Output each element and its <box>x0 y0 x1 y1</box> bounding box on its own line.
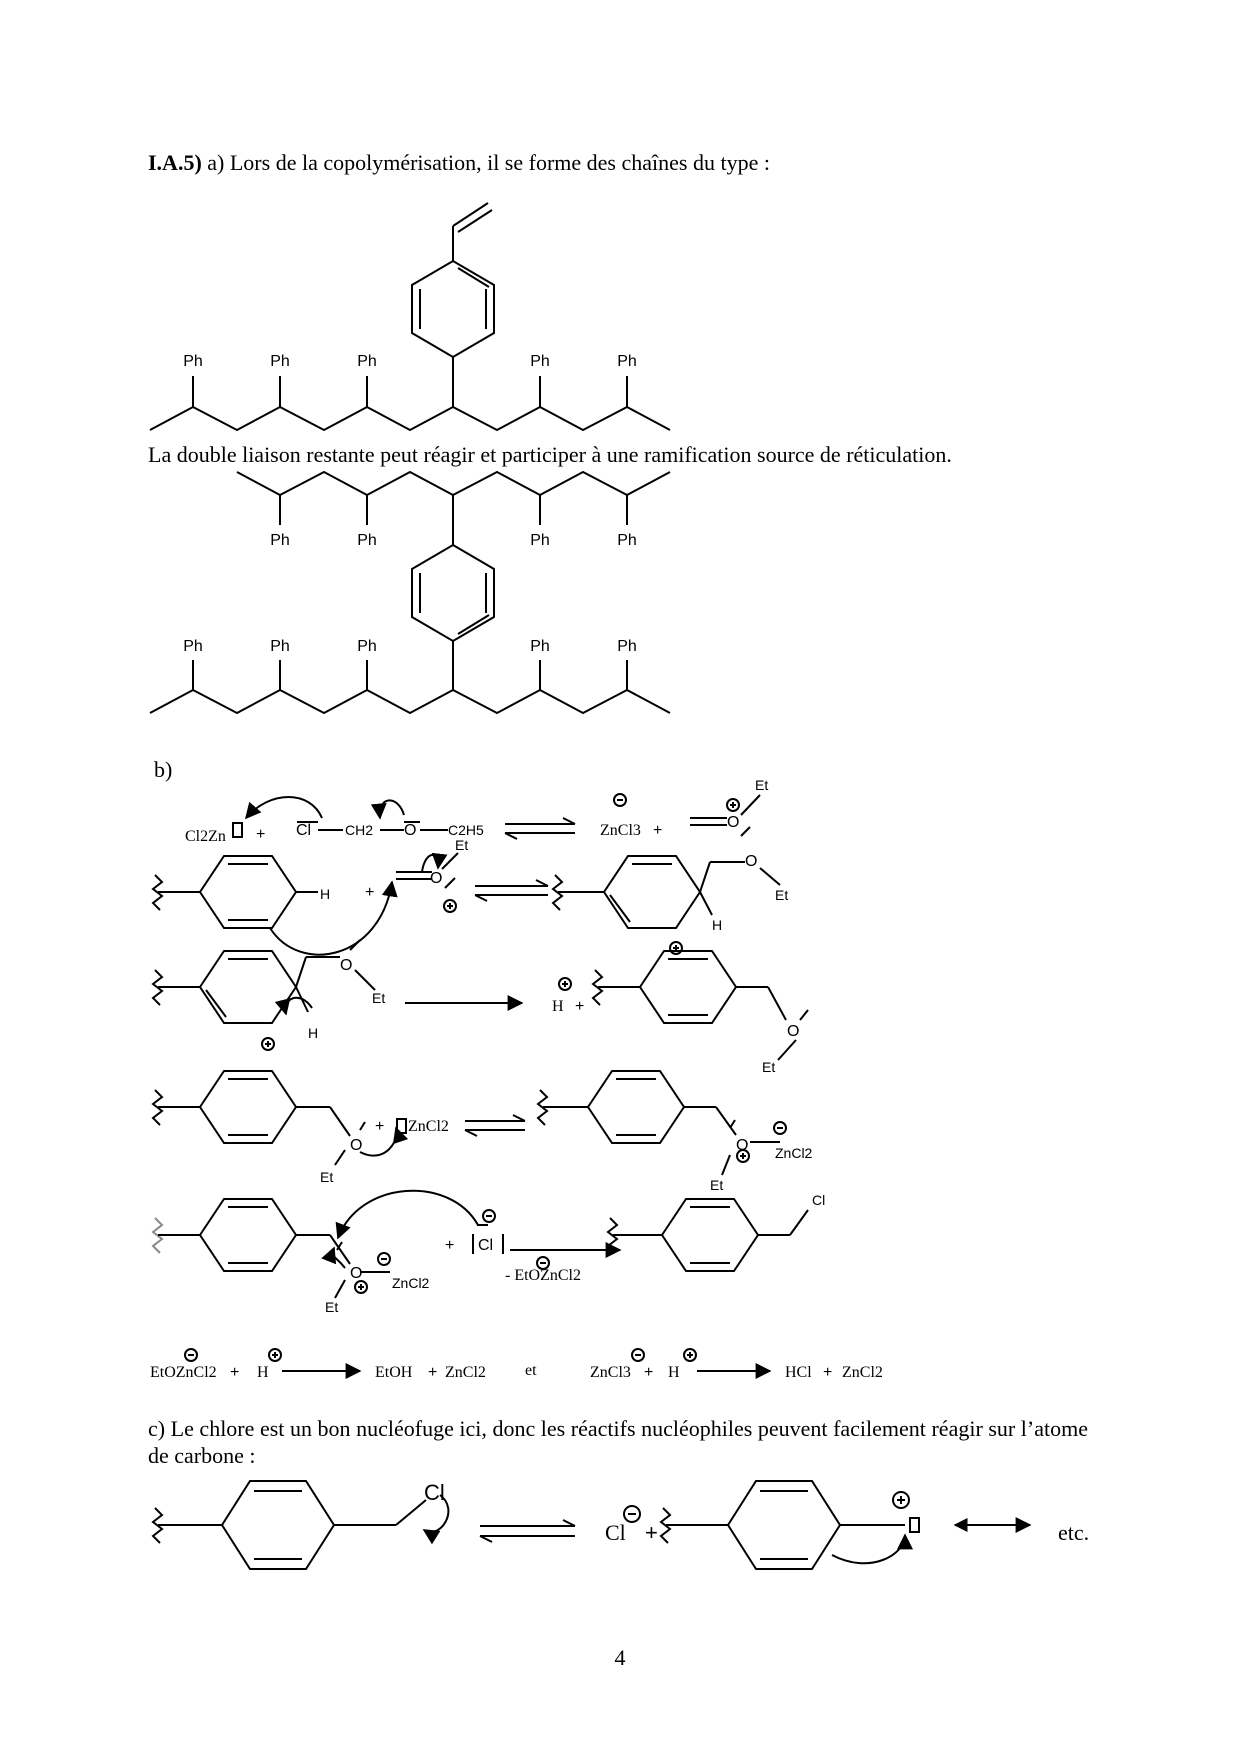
ph-label: Ph <box>357 638 377 655</box>
zncl2-label: ZnCl2 <box>842 1364 883 1381</box>
plus-sign: + <box>644 1364 654 1381</box>
et-label: Et <box>325 1299 339 1315</box>
cl-label: Cl <box>812 1192 826 1208</box>
ph-label: Ph <box>357 532 377 549</box>
o-label: O <box>350 1137 363 1154</box>
ph-label: Ph <box>270 532 290 549</box>
et-label: Et <box>762 1059 776 1075</box>
plus-sign: + <box>256 826 266 843</box>
plus-sign: + <box>375 1118 385 1135</box>
o-label: O <box>787 1023 800 1040</box>
o-label: O <box>340 957 353 974</box>
c2h5-label: C2H5 <box>448 822 484 838</box>
zncl2-label: ZnCl2 <box>408 1118 449 1135</box>
o-label: O <box>736 1137 749 1154</box>
ph-label: Ph <box>617 638 637 655</box>
plus-sign: + <box>230 1364 240 1381</box>
reaction-2 <box>153 853 780 955</box>
reaction-4 <box>153 1071 786 1175</box>
ph-label: Ph <box>270 638 290 655</box>
o-label: O <box>430 870 443 887</box>
ph-label: Ph <box>530 353 550 370</box>
etoh-label: EtOH <box>375 1364 413 1381</box>
et-label: Et <box>710 1177 724 1193</box>
plus-sign: + <box>445 1237 455 1254</box>
ph-label: Ph <box>270 353 290 370</box>
h-plus-label: H <box>257 1364 269 1381</box>
plus-sign: + <box>365 884 375 901</box>
et-label: Et <box>755 777 769 793</box>
crosslinked-chains <box>150 472 670 713</box>
o-label: O <box>404 822 417 839</box>
etozncl2-label: EtOZnCl2 <box>150 1364 217 1381</box>
reaction-c <box>153 1481 1030 1569</box>
crosslink-text: La double liaison restante peut réagir et participer à une ramification source de réticulation. <box>148 442 952 467</box>
ch2-label: CH2 <box>345 822 374 838</box>
h-plus-label: H <box>552 998 564 1015</box>
plus-sign: + <box>823 1364 833 1381</box>
page-number: 4 <box>614 1645 626 1670</box>
h-label: H <box>308 1025 319 1041</box>
ph-label: Ph <box>183 353 203 370</box>
ph-label: Ph <box>530 638 550 655</box>
cl2zn-label: Cl2Zn <box>185 828 226 845</box>
ph-label: Ph <box>617 532 637 549</box>
h-plus-label: H <box>668 1364 680 1381</box>
o-label: O <box>727 814 740 831</box>
o-label: O <box>745 853 758 870</box>
reaction-3 <box>153 940 808 1060</box>
et-label: Et <box>372 990 386 1006</box>
o-label: O <box>350 1265 363 1282</box>
part-c-text: c) Le chlore est un bon nucléofuge ici, donc les réactifs nucléophiles peuvent facilement réagir sur l’atome de carbone : <box>148 1416 1088 1468</box>
part-a-intro: a) Lors de la copolymérisation, il se forme des chaînes du type : <box>207 150 770 175</box>
et-label: Et <box>455 837 469 853</box>
zncl3-label: ZnCl3 <box>590 1364 631 1381</box>
part-b-label: b) <box>154 757 173 782</box>
zncl2-label: ZnCl2 <box>392 1275 430 1291</box>
reaction-1 <box>233 794 760 839</box>
zncl2-label: ZnCl2 <box>775 1145 813 1161</box>
ph-label: Ph <box>183 638 203 655</box>
plus-sign: + <box>645 1520 658 1545</box>
h-label: H <box>320 886 331 902</box>
et-label: Et <box>320 1169 334 1185</box>
etozncl2-byproduct-label: - EtOZnCl2 <box>505 1267 581 1284</box>
h-label: H <box>712 917 723 933</box>
cl-anion-label: Cl <box>605 1520 626 1545</box>
zncl2-label: ZnCl2 <box>445 1364 486 1381</box>
hcl-label: HCl <box>785 1364 812 1381</box>
plus-sign: + <box>653 822 663 839</box>
section-number: I.A.5) <box>148 150 202 175</box>
et-label: Et <box>775 887 789 903</box>
cl-label: Cl <box>424 1480 445 1505</box>
copolymer-chain <box>150 203 670 430</box>
ph-label: Ph <box>357 353 377 370</box>
cl-label: Cl <box>478 1237 494 1254</box>
plus-sign: + <box>575 998 585 1015</box>
ph-label: Ph <box>530 532 550 549</box>
et-conjunction: et <box>525 1362 537 1379</box>
etc-label: etc. <box>1058 1520 1090 1545</box>
ph-label: Ph <box>617 353 637 370</box>
zncl3-label: ZnCl3 <box>600 822 641 839</box>
plus-sign: + <box>428 1364 438 1381</box>
cl-label: Cl <box>296 822 312 839</box>
